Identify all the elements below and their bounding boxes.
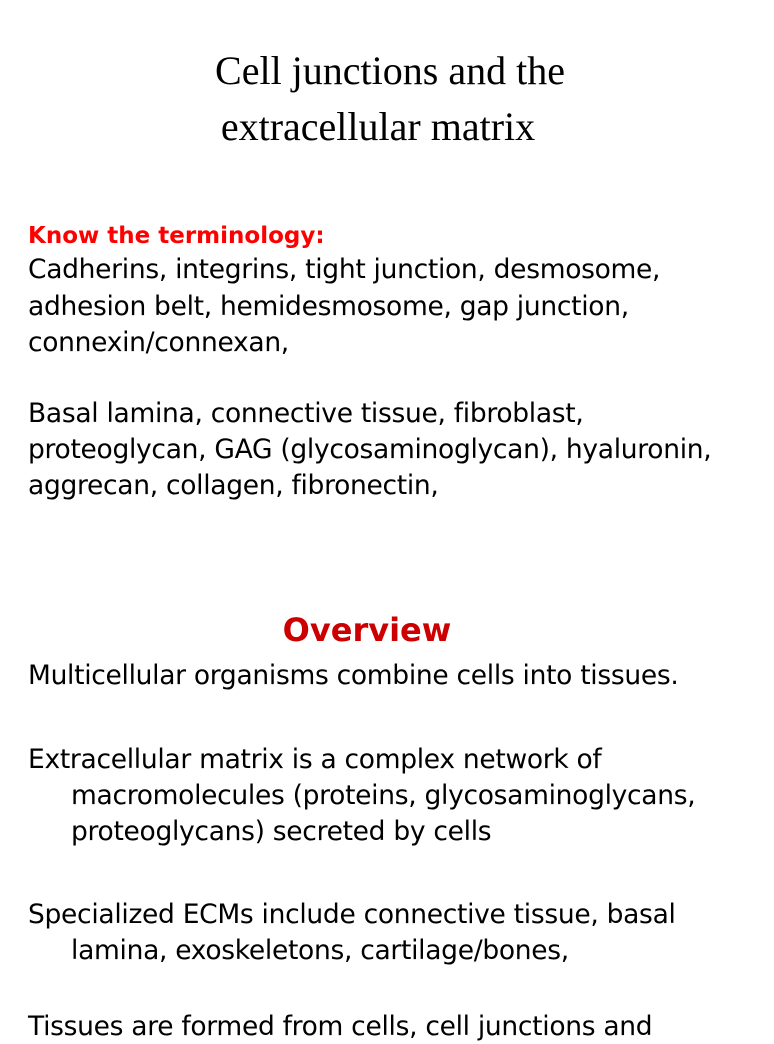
terminology-label: Know the terminology: — [28, 223, 325, 249]
terminology-line: Cadherins, integrins, tight junction, desmosome, — [28, 254, 661, 285]
terminology-line: adhesion belt, hemidesmosome, gap junction, — [28, 291, 629, 322]
document-title-line-1: Cell junctions and the — [215, 48, 565, 93]
overview-heading: Overview — [282, 611, 452, 649]
overview-paragraph: Specialized ECMs include connective tissue, basal — [28, 899, 676, 930]
terminology-line: proteoglycan, GAG (glycosaminoglycan), hyaluronin, — [28, 434, 712, 465]
overview-paragraph-partial: Tissues are formed from cells, cell junctions and — [28, 1011, 653, 1042]
overview-paragraph-continuation: macromolecules (proteins, glycosaminoglycans, — [71, 780, 696, 811]
overview-paragraph: Extracellular matrix is a complex network of — [28, 744, 602, 775]
overview-paragraph-continuation: lamina, exoskeletons, cartilage/bones, — [71, 935, 569, 966]
document-title-line-2: extracellular matrix — [220, 104, 536, 149]
terminology-line: Basal lamina, connective tissue, fibroblast, — [28, 398, 584, 429]
overview-paragraph-continuation: proteoglycans) secreted by cells — [71, 816, 492, 847]
overview-paragraph: Multicellular organisms combine cells into tissues. — [28, 660, 679, 691]
terminology-line: connexin/connexan, — [28, 327, 289, 358]
terminology-line: aggrecan, collagen, fibronectin, — [28, 470, 439, 501]
